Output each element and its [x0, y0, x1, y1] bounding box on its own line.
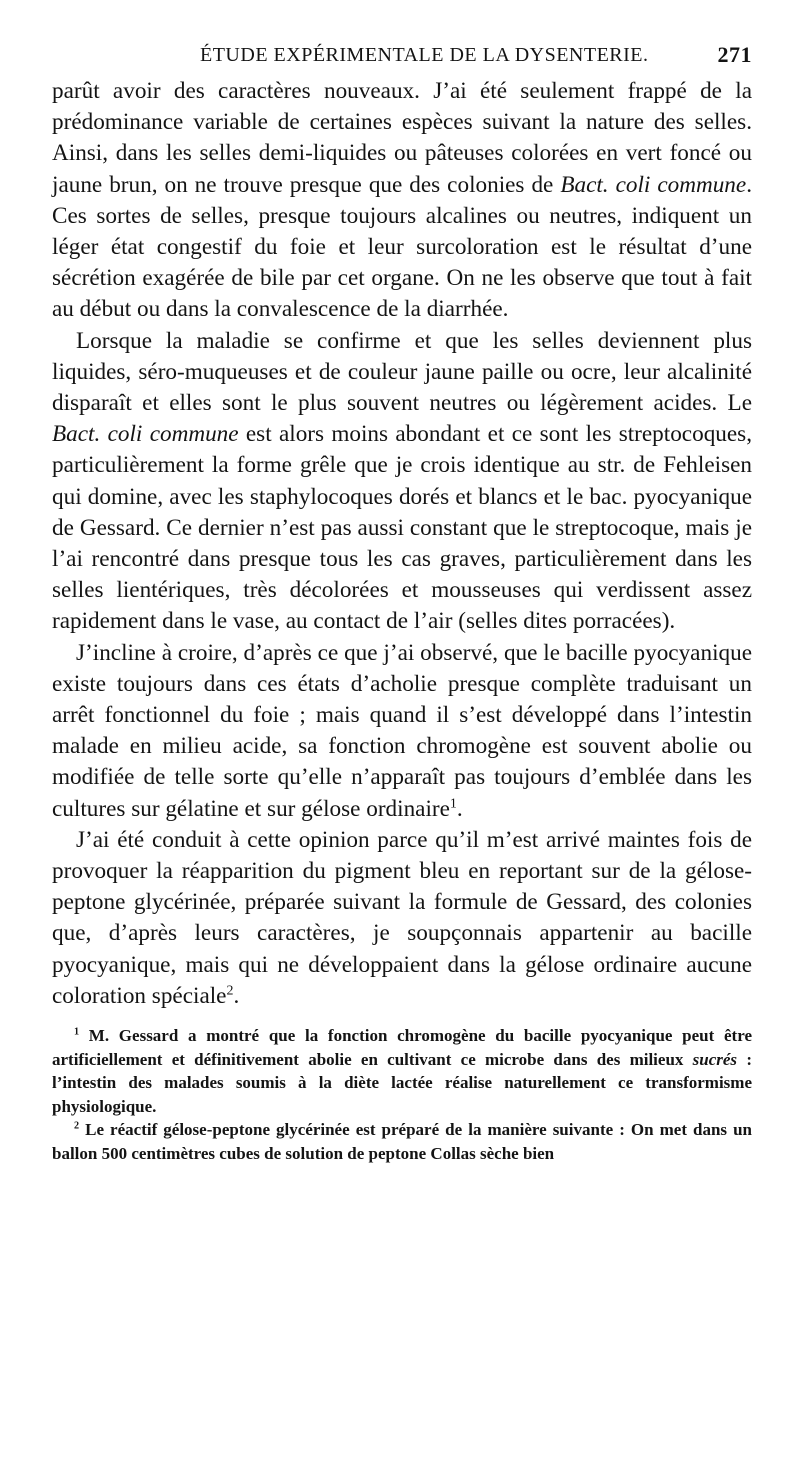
footnote-mark: 2	[74, 1120, 80, 1132]
paragraph: Lorsque la maladie se confirme et que les selles deviennent plus liquides, séro-muqueuses et de couleur jaune paille ou ocre, leur alcalinité disparaît et elles sont le plus souvent neutres ou légèrement acides. Le Bact. coli commune est alors moins abondant et ce sont les streptocoques, particulièrement la forme grêle que je crois identique au str. de Fehleisen qui domine, avec les staphylocoques dorés et blancs et le bac. pyocyanique de Gessard. Ce dernier n’est pas aussi constant que le streptocoque, mais je l’ai rencontré dans presque tous les cas graves, particulièrement dans les selles lientériques, très décolorées et mousseuses qui verdissent assez rapidement dans le vase, au contact de l’air (selles dites porracées).	[52, 327, 752, 635]
footnote-mark: 1	[74, 1026, 80, 1038]
italic-species-name: Bact. coli commune	[560, 171, 747, 198]
page-header	[52, 36, 752, 76]
footnote-separator	[52, 1012, 752, 1024]
footnote-ref: 1	[449, 795, 457, 811]
paragraph: J’ai été conduit à cette opinion parce qu’il m’est arrivé maintes fois de provoquer la réapparition du pigment bleu en reportant sur de la gélose-peptone glycérinée, préparée suivant la formule de Gessard, des colonies que, d’après leurs caractères, je soupçonnais appartenir au bacille pyocyanique, mais qui ne développaient dans la gélose ordinaire aucune coloration spéciale$^2$.	[52, 826, 752, 1009]
footnote: $^1$ M. Gessard a montré que la fonction chromogène du bacille pyocyanique peut être artificiellement et définitivement abolie en cultivant ce microbe dans des milieux sucrés : l’intestin des malades soumis à la diète lactée réalise naturellement ce transformisme physiologique.	[52, 1026, 752, 1116]
page-number: 271	[717, 42, 752, 67]
italic-species-name: Bact. coli commune	[52, 421, 239, 448]
running-title: ÉTUDE EXPÉRIMENTALE DE LA DYSENTERIE.	[200, 44, 649, 66]
paragraph: parût avoir des caractères nouveaux. J’ai été seulement frappé de la prédominance variable de certaines espèces suivant la nature des selles. Ainsi, dans les selles demi-liquides ou pâteuses colorées en vert foncé ou jaune brun, on ne trouve presque que des colonies de Bact. coli commune. Ces sortes de selles, presque toujours alcalines ou neutres, indiquent un léger état congestif du foie et leur surcoloration est le résultat d’une sécrétion exagérée de bile par cet organe. On ne les observe que tout à fait au début ou dans la convalescence de la diarrhée.	[52, 78, 752, 323]
footnote: $^2$ Le réactif gélose-peptone glycérinée est préparé de la manière suivante : On met dans un ballon 500 centimètres cubes de solution de peptone Collas sèche bien	[52, 1120, 752, 1164]
paragraph: J’incline à croire, d’après ce que j’ai observé, que le bacille pyocyanique existe toujours dans ces états d’acholie presque complète traduisant un arrêt fonctionnel du foie ; mais quand il s’est développé dans l’intestin malade en milieu acide, sa fonction chromogène est souvent abolie ou modifiée de telle sorte qu’elle n’apparaît pas toujours d’emblée dans les cultures sur gélatine et sur gélose ordinaire$^1$.	[52, 639, 752, 822]
body-text	[52, 76, 752, 1012]
footnotes	[52, 1024, 752, 1166]
italic-word: sucrés	[692, 1049, 738, 1069]
book-page	[52, 36, 752, 1166]
footnote-ref: 2	[226, 983, 234, 999]
